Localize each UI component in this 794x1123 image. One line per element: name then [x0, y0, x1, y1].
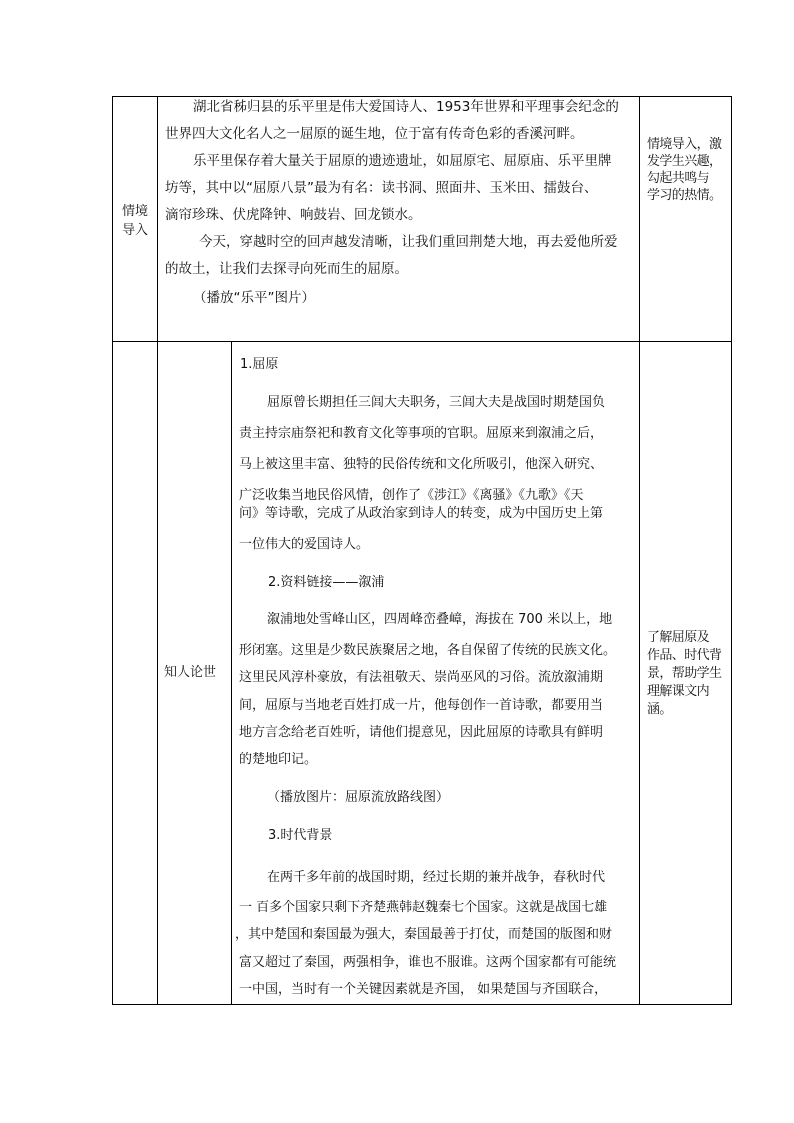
section-2-heading: 2.资料链接——溆浦	[268, 575, 385, 590]
section-2-line-1: 溆浦地处雪峰山区，四周峰峦叠嶂，海拔在 700 米以上，地	[267, 612, 613, 627]
section-2-line-3: 这里民风淳朴豪放，有法祖敬天、崇尚巫风的习俗。流放溆浦期	[239, 670, 604, 685]
section-1-line-5: 问》等诗歌，完成了从政治家到诗人的转变，成为中国历史上第	[239, 506, 604, 521]
section-3-line-1: 在两千多年前的战国时期，经过长期的兼并战争，春秋时代	[267, 870, 606, 885]
knowledge-label: 知人论世	[164, 665, 217, 680]
section-1-line-1: 屈原曾长期担任三闾大夫职务，三闾大夫是战国时期楚国负	[267, 395, 606, 410]
intro-paragraph-2-line-1: 乐平里保存着大量关于屈原的遗迹遗址，如屈原宅、屈原庙、乐平里牌	[193, 153, 612, 169]
intro-paragraph-4-line-1: （播放“乐平”图片）	[193, 290, 315, 306]
intro-stage-label-line-1: 情境	[121, 204, 148, 219]
knowledge-purpose-line-2: 作品、时代背	[647, 648, 722, 663]
column-divider-label	[157, 96, 158, 1005]
section-2-line-2: 形闭塞。这里是少数民族聚居之地，各自保留了传统的民族文化。	[239, 643, 617, 658]
section-2-image-note: （播放图片：屈原流放路线图）	[267, 790, 450, 805]
knowledge-purpose-line-1: 了解屈原及	[647, 630, 710, 645]
intro-purpose-line-3: 勾起共鸣与	[647, 171, 710, 186]
section-3-line-4: 富又超过了秦国，两强相争，谁也不服谁。这两个国家都有可能统	[239, 955, 617, 970]
section-1-line-6: 一位伟大的爱国诗人。	[239, 537, 370, 552]
intro-paragraph-1-line-1: 湖北省秭归县的乐平里是伟大爱国诗人、1953年世界和平理事会纪念的	[193, 99, 619, 115]
section-1-line-4: 广泛收集当地民俗风情，创作了《涉江》《离骚》《九歌》《天	[239, 488, 584, 503]
section-2-line-4: 间，屈原与当地老百姓打成一片，他每创作一首诗歌，都要用当	[239, 698, 604, 713]
section-3-line-3: ，其中楚国和秦国最为强大，秦国最善于打仗，而楚国的版图和财	[235, 927, 613, 942]
intro-purpose-line-2: 发学生兴趣，	[647, 154, 722, 169]
section-1-line-2: 责主持宗庙祭祀和教育文化等事项的官职。屈原来到溆浦之后，	[239, 426, 604, 441]
intro-paragraph-3-line-2: 的故土，让我们去探寻向死而生的屈原。	[165, 261, 408, 277]
intro-stage-label-line-2: 导入	[121, 223, 148, 238]
knowledge-purpose-line-3: 景，帮助学生	[647, 666, 722, 681]
column-divider-sublabel	[231, 341, 232, 1005]
intro-purpose-line-4: 学习的热情。	[647, 188, 722, 203]
section-1-heading: 1.屈原	[240, 357, 279, 372]
column-divider-purpose	[639, 96, 640, 1005]
knowledge-purpose-line-4: 理解课文内	[647, 684, 710, 699]
knowledge-purpose-line-5: 涵。	[647, 702, 672, 717]
section-3-heading: 3.时代背景	[268, 828, 333, 843]
intro-paragraph-2-line-2: 坊等，其中以“屈原八景”最为有名：读书洞、照面井、玉米田、擂鼓台、	[165, 180, 598, 196]
intro-paragraph-1-line-2: 世界四大文化名人之一屈原的诞生地，位于富有传奇色彩的香溪河畔。	[165, 126, 584, 142]
intro-purpose-line-1: 情境导入，激	[647, 137, 722, 152]
intro-stage-label	[113, 202, 157, 240]
section-3-line-5: 一中国，当时有一个关键因素就是齐国， 如果楚国与齐国联合，	[239, 982, 608, 997]
section-2-line-6: 的楚地印记。	[239, 752, 318, 767]
table-right-border	[731, 96, 732, 1005]
section-3-line-2: 一 百多个国家只剩下齐楚燕韩赵魏秦七个国家。这就是战国七雄	[239, 900, 608, 915]
intro-paragraph-3-line-1: 今天，穿越时空的回声越发清晰，让我们重回荆楚大地，再去爱他所爱	[199, 234, 618, 250]
intro-paragraph-2-line-3: 滴帘珍珠、伏虎降钟、响鼓岩、回龙锁水。	[165, 207, 422, 223]
section-1-line-3: 马上被这里丰富、独特的民俗传统和文化所吸引，他深入研究、	[239, 457, 604, 472]
section-2-line-5: 地方言念给老百姓听，请他们提意见，因此屈原的诗歌具有鲜明	[239, 725, 604, 740]
